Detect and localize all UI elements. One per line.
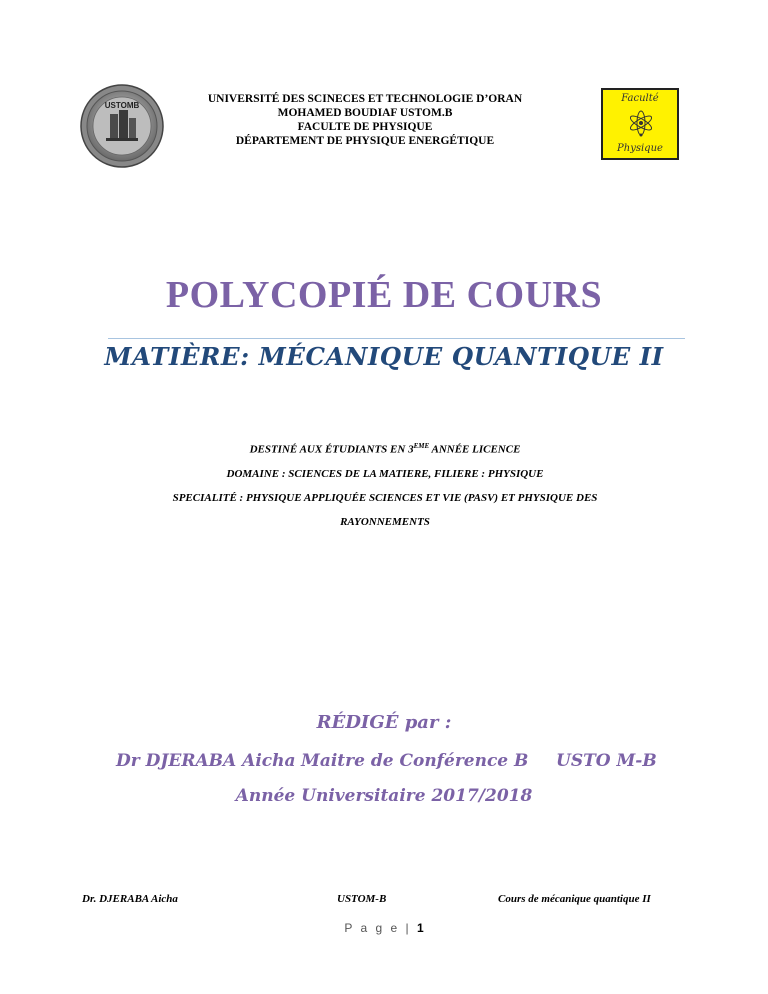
university-name-line2: MOHAMED BOUDIAF USTOM.B bbox=[277, 107, 453, 119]
author-name: Dr DJERABA Aicha bbox=[116, 751, 296, 771]
title-divider bbox=[108, 338, 685, 339]
footer-author: Dr. DJERABA Aicha bbox=[82, 893, 178, 905]
university-logo bbox=[80, 84, 164, 168]
destination-line-1: DESTINÉ AUX ÉTUDIANTS EN 3EME ANNÉE LICENCE bbox=[249, 442, 521, 456]
page-number: P a g e | 1 bbox=[344, 921, 424, 935]
author-rank: Maitre de Conférence B bbox=[301, 751, 529, 771]
university-header bbox=[160, 92, 570, 148]
department-name: DÉPARTEMENT DE PHYSIQUE ENERGÉTIQUE bbox=[235, 135, 495, 147]
document-title: POLYCOPIÉ DE COURS bbox=[165, 274, 603, 316]
atom-icon bbox=[630, 108, 652, 138]
document-subtitle: MATIÈRE: MÉCANIQUE QUANTIQUE II bbox=[104, 342, 664, 371]
destination-line-3: SPECIALITÉ : PHYSIQUE APPLIQUÉE SCIENCES ET VIE (PASV) ET PHYSIQUE DES bbox=[172, 491, 598, 504]
faculty-name: FACULTE DE PHYSIQUE bbox=[297, 121, 433, 133]
faculty-logo-bottom-text: Physique bbox=[617, 143, 663, 154]
destination-block bbox=[100, 434, 670, 534]
university-name-line1: UNIVERSITÉ DES SCINECES ET TECHNOLOGIE D’ORAN bbox=[207, 93, 523, 105]
faculty-logo-top-text: Faculté bbox=[621, 93, 659, 104]
footer-institution: USTOM-B bbox=[337, 893, 387, 905]
faculty-logo bbox=[601, 88, 679, 160]
svg-text:USTOMB: USTOMB bbox=[104, 101, 140, 110]
destination-line-4: RAYONNEMENTS bbox=[340, 515, 430, 528]
destination-line-2: DOMAINE : SCIENCES DE LA MATIERE, FILIERE : PHYSIQUE bbox=[226, 467, 544, 480]
footer-course: Cours de mécanique quantique II bbox=[498, 893, 651, 905]
redige-label: RÉDIGÉ par : bbox=[316, 712, 452, 733]
author-institution: USTO M-B bbox=[556, 751, 657, 771]
academic-year: Année Universitaire 2017/2018 bbox=[235, 786, 533, 806]
